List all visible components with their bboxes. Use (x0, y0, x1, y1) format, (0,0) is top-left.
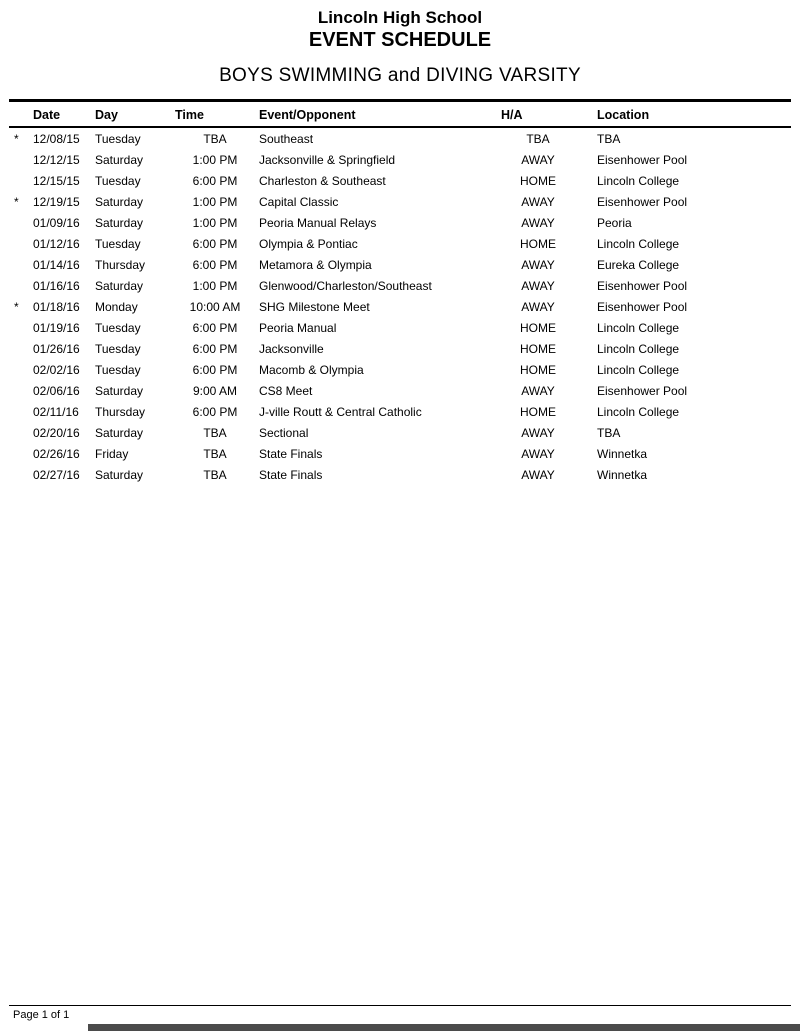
cell-location: Eureka College (597, 258, 680, 273)
cell-day: Saturday (95, 195, 144, 210)
cell-star-marker (9, 317, 33, 338)
cell-location: Eisenhower Pool (597, 300, 688, 315)
cell-day: Tuesday (95, 321, 141, 336)
cell-date: 02/06/16 (33, 384, 80, 399)
cell-star-marker (9, 275, 33, 296)
page-footer (9, 1005, 791, 1021)
column-header-event: Event/Opponent (255, 102, 501, 127)
cell-date: 12/12/15 (33, 153, 80, 168)
cell-time: 6:00 PM (192, 237, 238, 252)
cell-date: 01/12/16 (33, 237, 80, 252)
cell-time: 6:00 PM (192, 363, 238, 378)
cell-time: TBA (203, 426, 227, 441)
cell-date: 12/08/15 (33, 132, 80, 147)
cell-home-away: HOME (520, 363, 556, 378)
cell-time: 10:00 AM (189, 300, 241, 315)
cell-event-opponent: Glenwood/Charleston/Southeast (259, 279, 432, 294)
cell-home-away: AWAY (521, 216, 555, 231)
table-row (9, 149, 791, 170)
cell-home-away: HOME (520, 237, 556, 252)
school-name: Lincoln High School (317, 8, 483, 27)
schedule-table-container (9, 99, 791, 485)
cell-day: Saturday (95, 384, 144, 399)
table-row (9, 170, 791, 191)
cell-date: 02/02/16 (33, 363, 80, 378)
cell-date: 01/09/16 (33, 216, 80, 231)
cell-time: TBA (203, 132, 227, 147)
cell-date: 02/27/16 (33, 468, 80, 483)
cell-star-marker (9, 380, 33, 401)
table-row (9, 212, 791, 233)
cell-event-opponent: Macomb & Olympia (259, 363, 364, 378)
cell-day: Saturday (95, 216, 144, 231)
cell-location: Eisenhower Pool (597, 195, 688, 210)
cell-date: 02/20/16 (33, 426, 80, 441)
table-row (9, 254, 791, 275)
cell-date: 01/18/16 (33, 300, 80, 315)
cell-event-opponent: Peoria Manual Relays (259, 216, 377, 231)
cell-event-opponent: Capital Classic (259, 195, 339, 210)
horizontal-scrollbar-thumb[interactable] (88, 1024, 800, 1031)
column-header-day: Day (95, 102, 175, 127)
cell-date: 12/15/15 (33, 174, 80, 189)
cell-date: 02/11/16 (33, 405, 79, 420)
cell-home-away: AWAY (521, 426, 555, 441)
cell-home-away: AWAY (521, 384, 555, 399)
table-row (9, 296, 791, 317)
table-row (9, 464, 791, 485)
cell-day: Tuesday (95, 237, 141, 252)
table-row (9, 401, 791, 422)
cell-location: Lincoln College (597, 342, 680, 357)
table-row (9, 275, 791, 296)
cell-home-away: HOME (520, 321, 556, 336)
cell-date: 01/16/16 (33, 279, 80, 294)
table-row (9, 359, 791, 380)
table-header-row (9, 102, 791, 127)
cell-home-away: AWAY (521, 258, 555, 273)
cell-location: Peoria (597, 216, 632, 231)
cell-location: Lincoln College (597, 363, 680, 378)
cell-time: TBA (203, 447, 227, 462)
cell-home-away: HOME (520, 174, 556, 189)
cell-event-opponent: State Finals (259, 468, 323, 483)
cell-location: Eisenhower Pool (597, 384, 688, 399)
cell-day: Tuesday (95, 174, 141, 189)
cell-location: TBA (597, 132, 621, 147)
cell-date: 01/26/16 (33, 342, 80, 357)
schedule-subtitle: BOYS SWIMMING and DIVING VARSITY (219, 65, 581, 87)
cell-day: Thursday (95, 258, 146, 273)
cell-star-marker (9, 338, 33, 359)
cell-day: Tuesday (95, 342, 141, 357)
cell-date: 12/19/15 (33, 195, 80, 210)
cell-event-opponent: Southeast (259, 132, 314, 147)
cell-home-away: AWAY (521, 468, 555, 483)
cell-time: 1:00 PM (192, 195, 238, 210)
table-row (9, 127, 791, 149)
cell-home-away: HOME (520, 342, 556, 357)
cell-home-away: AWAY (521, 447, 555, 462)
cell-star-marker (9, 233, 33, 254)
cell-location: TBA (597, 426, 621, 441)
cell-time: 6:00 PM (192, 174, 238, 189)
cell-time: 9:00 AM (192, 384, 238, 399)
cell-home-away: AWAY (521, 300, 555, 315)
cell-event-opponent: CS8 Meet (259, 384, 313, 399)
cell-star-marker (9, 464, 33, 485)
cell-time: TBA (203, 468, 227, 483)
table-row (9, 317, 791, 338)
cell-day: Saturday (95, 426, 144, 441)
cell-star-marker (9, 401, 33, 422)
cell-star-marker (9, 212, 33, 233)
column-header-ha: H/A (501, 102, 575, 127)
cell-star-marker (9, 170, 33, 191)
cell-location: Eisenhower Pool (597, 153, 688, 168)
schedule-table (9, 102, 791, 485)
cell-event-opponent: Charleston & Southeast (259, 174, 386, 189)
cell-star-marker (9, 254, 33, 275)
cell-home-away: AWAY (521, 279, 555, 294)
cell-event-opponent: Metamora & Olympia (259, 258, 372, 273)
cell-day: Tuesday (95, 363, 141, 378)
cell-time: 1:00 PM (192, 216, 238, 231)
table-row (9, 338, 791, 359)
cell-star-marker (9, 149, 33, 170)
cell-event-opponent: Sectional (259, 426, 309, 441)
cell-day: Tuesday (95, 132, 141, 147)
cell-event-opponent: State Finals (259, 447, 323, 462)
cell-day: Monday (95, 300, 138, 315)
cell-star-marker: * (14, 300, 19, 315)
cell-event-opponent: Peoria Manual (259, 321, 337, 336)
column-header-date: Date (33, 102, 95, 127)
cell-home-away: AWAY (521, 195, 555, 210)
table-row (9, 422, 791, 443)
cell-time: 6:00 PM (192, 258, 238, 273)
cell-event-opponent: Jacksonville & Springfield (259, 153, 396, 168)
cell-home-away: AWAY (521, 153, 555, 168)
column-header-location: Location (575, 102, 791, 127)
cell-home-away: HOME (520, 405, 556, 420)
document-header (0, 0, 800, 87)
schedule-body (9, 127, 791, 485)
page-number-label: Page 1 of 1 (13, 1009, 70, 1021)
cell-location: Eisenhower Pool (597, 279, 688, 294)
cell-event-opponent: SHG Milestone Meet (259, 300, 370, 315)
cell-day: Saturday (95, 153, 144, 168)
cell-day: Saturday (95, 468, 144, 483)
table-row (9, 380, 791, 401)
cell-home-away: TBA (526, 132, 550, 147)
cell-star-marker (9, 359, 33, 380)
cell-date: 01/14/16 (33, 258, 80, 273)
cell-time: 6:00 PM (192, 342, 238, 357)
cell-star-marker: * (14, 195, 19, 210)
cell-date: 02/26/16 (33, 447, 80, 462)
cell-time: 6:00 PM (192, 321, 238, 336)
cell-location: Lincoln College (597, 174, 680, 189)
cell-star-marker: * (14, 132, 19, 147)
column-header-star (9, 102, 33, 127)
cell-time: 6:00 PM (192, 405, 238, 420)
document-title: EVENT SCHEDULE (308, 29, 492, 52)
cell-event-opponent: Jacksonville (259, 342, 324, 357)
cell-day: Friday (95, 447, 129, 462)
column-header-time: Time (175, 102, 255, 127)
cell-location: Winnetka (597, 468, 648, 483)
cell-location: Winnetka (597, 447, 648, 462)
cell-time: 1:00 PM (192, 279, 238, 294)
cell-location: Lincoln College (597, 405, 680, 420)
cell-event-opponent: J-ville Routt & Central Catholic (259, 405, 422, 420)
cell-star-marker (9, 422, 33, 443)
table-row (9, 443, 791, 464)
cell-time: 1:00 PM (192, 153, 238, 168)
cell-location: Lincoln College (597, 321, 680, 336)
cell-star-marker (9, 443, 33, 464)
cell-date: 01/19/16 (33, 321, 80, 336)
table-row (9, 233, 791, 254)
cell-event-opponent: Olympia & Pontiac (259, 237, 358, 252)
cell-location: Lincoln College (597, 237, 680, 252)
cell-day: Thursday (95, 405, 146, 420)
cell-day: Saturday (95, 279, 144, 294)
table-row (9, 191, 791, 212)
